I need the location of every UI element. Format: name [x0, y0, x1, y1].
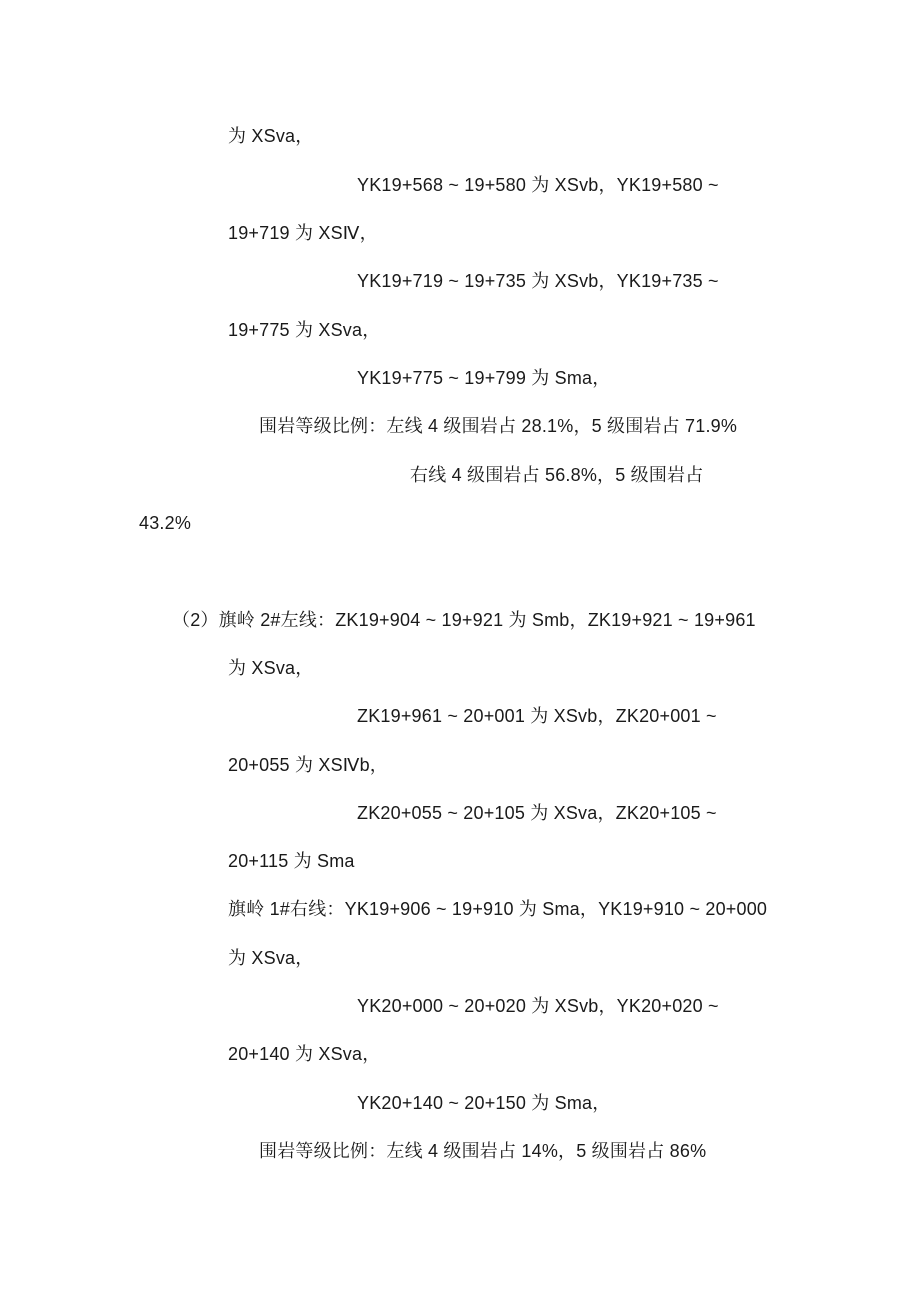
text-line: 43.2%	[139, 513, 192, 533]
text-line: 19+775 为 XSva，	[228, 320, 381, 340]
text-line: YK20+140 ~ 20+150 为 Sma，	[357, 1093, 611, 1113]
text-line: YK19+719 ~ 19+735 为 XSvb，YK19+735 ~	[357, 271, 719, 291]
text-line: 右线 4 级围岩占 56.8%，5 级围岩占	[410, 465, 704, 485]
text-line: YK19+568 ~ 19+580 为 XSvb，YK19+580 ~	[357, 175, 719, 195]
text-line: 为 XSva，	[228, 658, 314, 678]
text-line: 为 XSva，	[228, 126, 314, 146]
text-line: 围岩等级比例：左线 4 级围岩占 28.1%，5 级围岩占 71.9%	[259, 416, 738, 436]
text-line: 19+719 为 XSⅣ，	[228, 223, 378, 243]
text-line: 旗岭 1#右线：YK19+906 ~ 19+910 为 Sma，YK19+910 ~ 20+000	[228, 899, 768, 919]
text-line: 20+115 为 Sma	[228, 851, 355, 871]
text-line: 为 XSva，	[228, 948, 314, 968]
text-line: （2）旗岭 2#左线：ZK19+904 ~ 19+921 为 Smb，ZK19+921 ~ 19+961	[172, 610, 756, 630]
text-line: YK20+000 ~ 20+020 为 XSvb，YK20+020 ~	[357, 996, 719, 1016]
text-line: ZK19+961 ~ 20+001 为 XSvb，ZK20+001 ~	[357, 706, 717, 726]
text-line: 20+140 为 XSva，	[228, 1044, 381, 1064]
text-line: 围岩等级比例：左线 4 级围岩占 14%，5 级围岩占 86%	[259, 1141, 707, 1161]
text-line: ZK20+055 ~ 20+105 为 XSva，ZK20+105 ~	[357, 803, 717, 823]
text-line: YK19+775 ~ 19+799 为 Sma，	[357, 368, 611, 388]
text-line: 20+055 为 XSⅣb，	[228, 755, 389, 775]
